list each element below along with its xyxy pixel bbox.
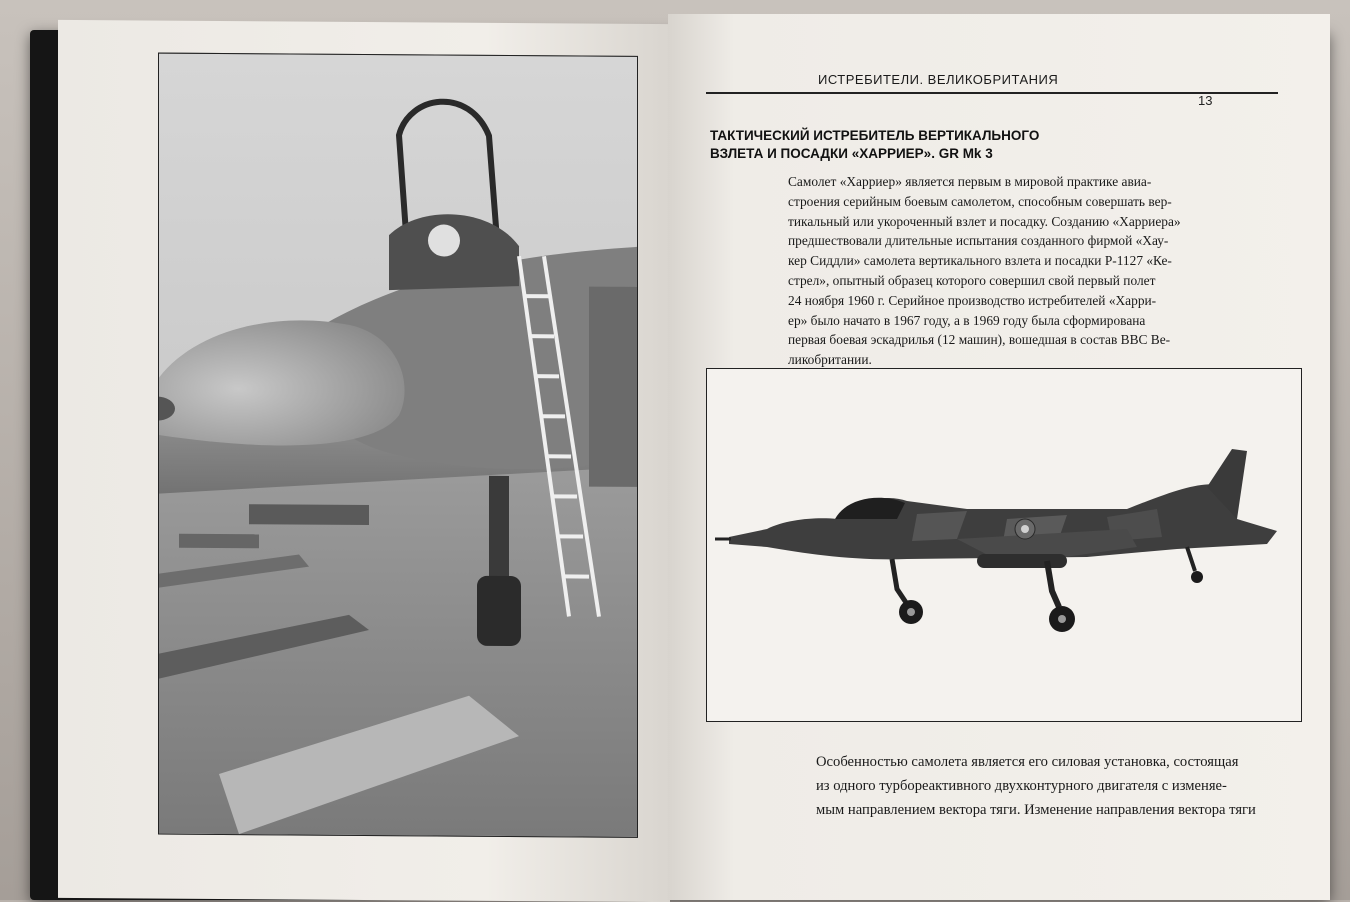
text-line: строения серийным боевым самолетом, способным совершать вер-	[788, 192, 1198, 212]
harrier-figure	[706, 368, 1302, 722]
fighter-photo-illustration	[159, 54, 637, 837]
text-line: кер Сиддли» самолета вертикального взлета и посадки Р-1127 «Ке-	[788, 251, 1198, 271]
header-rule	[706, 92, 1278, 94]
text-line: из одного турбореактивного двухконтурного двигателя с изменяе-	[816, 774, 1316, 798]
text-line: тикальный или укороченный взлет и посадку. Созданию «Харриера»	[788, 212, 1198, 232]
section-title	[710, 127, 1070, 163]
right-page	[668, 14, 1330, 900]
paragraph-powerplant	[816, 750, 1316, 822]
paragraph-intro	[788, 172, 1198, 370]
text-line: ликобритании.	[788, 350, 1198, 370]
text-line: стрел», опытный образец которого совершил свой первый полет	[788, 271, 1198, 291]
harrier-illustration	[707, 369, 1301, 721]
text-line: первая боевая эскадрилья (12 машин), вошедшая в состав ВВС Ве-	[788, 330, 1198, 350]
title-line: ТАКТИЧЕСКИЙ ИСТРЕБИТЕЛЬ ВЕРТИКАЛЬНОГО	[710, 127, 1070, 145]
text-line: Самолет «Харриер» является первым в мировой практике авиа-	[788, 172, 1198, 192]
text-line: ер» было начато в 1967 году, а в 1969 году была сформирована	[788, 311, 1198, 331]
text-line: мым направлением вектора тяги. Изменение направления вектора тяги	[816, 798, 1316, 822]
fighter-photo	[158, 53, 638, 838]
page-number: 13	[1198, 93, 1212, 108]
text-line: 24 ноября 1960 г. Серийное производство истребителей «Харри-	[788, 291, 1198, 311]
title-line: ВЗЛЕТА И ПОСАДКИ «ХАРРИЕР». GR Mk 3	[710, 145, 1070, 163]
text-line: предшествовали длительные испытания созданного фирмой «Хау-	[788, 231, 1198, 251]
running-head: ИСТРЕБИТЕЛИ. ВЕЛИКОБРИТАНИЯ	[818, 72, 1058, 87]
left-page	[58, 20, 670, 902]
text-line: Особенностью самолета является его силовая установка, состоящая	[816, 750, 1316, 774]
